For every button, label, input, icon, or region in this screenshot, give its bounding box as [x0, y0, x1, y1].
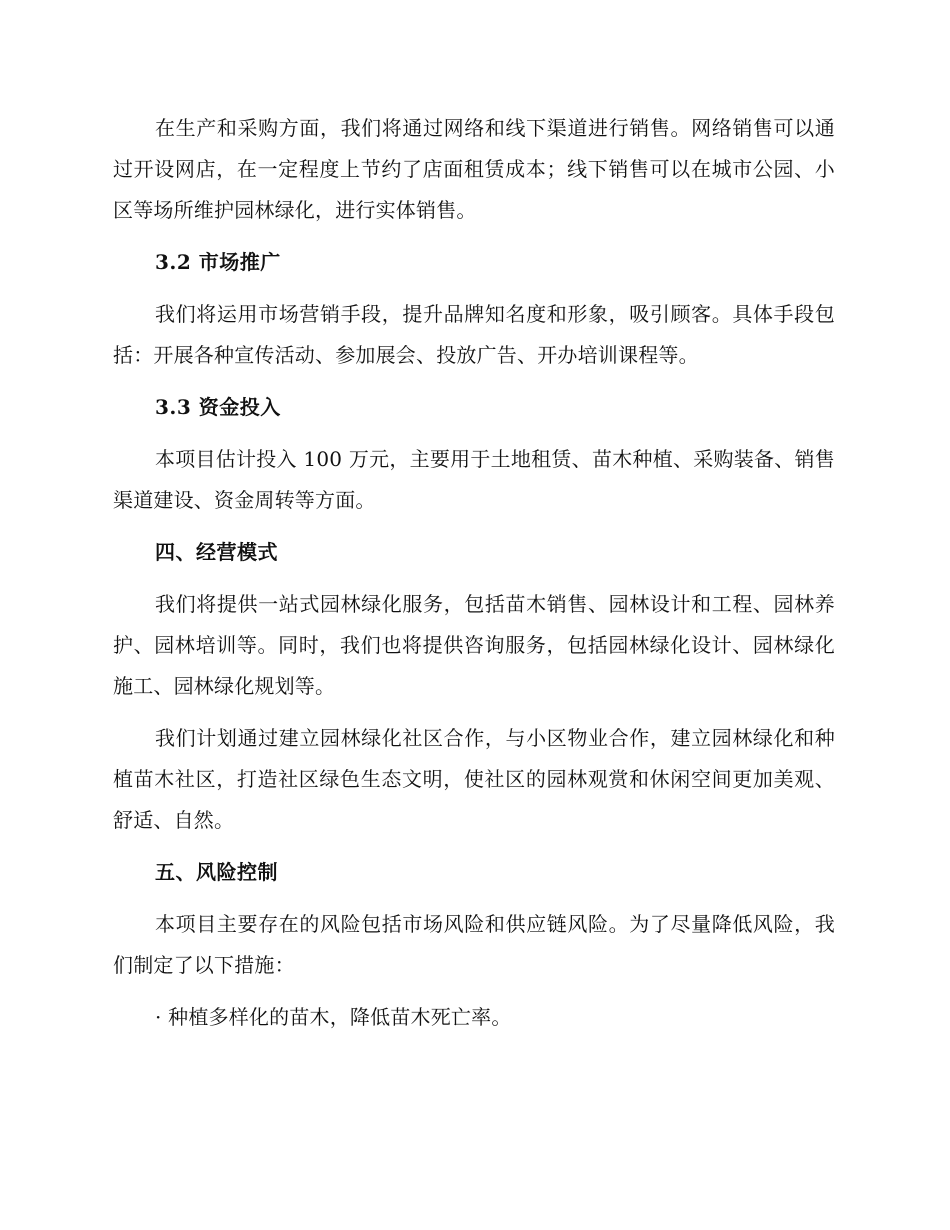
heading-business-model: 四、经营模式 [155, 540, 278, 564]
paragraph-marketing: 我们将运用市场营销手段，提升品牌知名度和形象，吸引顾客。具体手段包括：开展各种宣传活动、参加展会、投放广告、开办培训课程等。 [113, 302, 835, 367]
paragraph-one-stop-service: 我们将提供一站式园林绿化服务，包括苗木销售、园林设计和工程、园林养护、园林培训等。同时，我们也将提供咨询服务，包括园林绿化设计、园林绿化施工、园林绿化规划等。 [113, 592, 835, 698]
paragraph-community-cooperation: 我们计划通过建立园林绿化社区合作，与小区物业合作，建立园林绿化和种植苗木社区，打造社区绿色生态文明，使社区的园林观赏和休闲空间更加美观、舒适、自然。 [113, 726, 835, 832]
paragraph-risks: 本项目主要存在的风险包括市场风险和供应链风险。为了尽量降低风险，我们制定了以下措施： [113, 912, 835, 977]
heading-risk-control: 五、风险控制 [155, 860, 278, 884]
heading-capital-investment: 3.3 资金投入 [155, 395, 281, 419]
paragraph-sales-channels: 在生产和采购方面，我们将通过网络和线下渠道进行销售。网络销售可以通过开设网店，在一定程度上节约了店面租赁成本；线下销售可以在城市公园、小区等场所维护园林绿化，进行实体销售。 [113, 116, 835, 222]
bullet-item-diversified-planting: · 种植多样化的苗木，降低苗木死亡率。 [155, 1005, 512, 1029]
heading-market-promotion: 3.2 市场推广 [155, 250, 281, 274]
paragraph-investment: 本项目估计投入 100 万元，主要用于土地租赁、苗木种植、采购装备、销售渠道建设、资金周转等方面。 [113, 447, 835, 512]
document-page [113, 108, 835, 1049]
